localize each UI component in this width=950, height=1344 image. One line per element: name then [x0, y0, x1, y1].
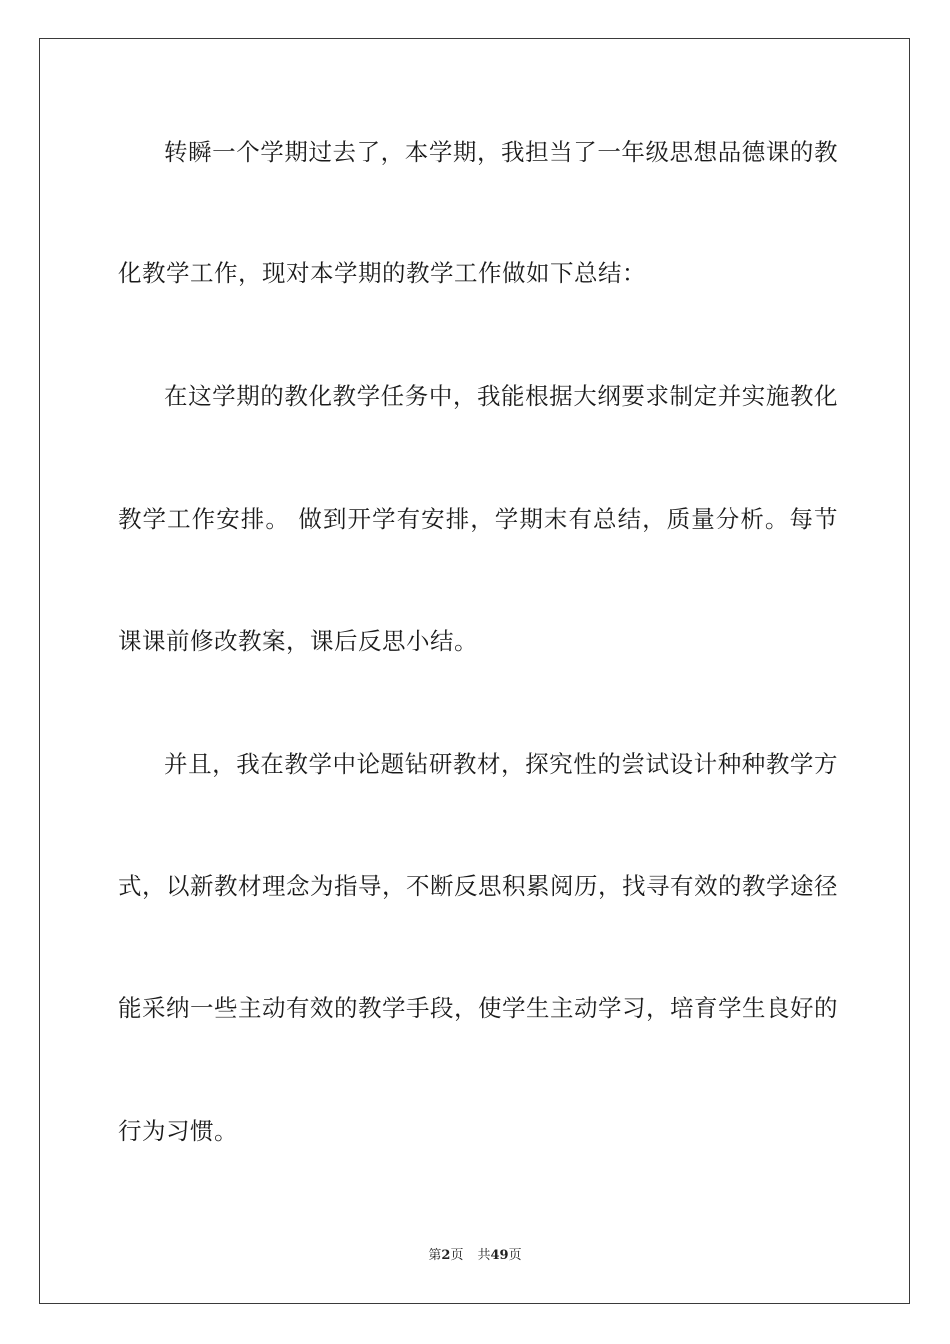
paragraph-3-line-3: 能采纳一些主动有效的教学手段，使学生主动学习，培育学生良好的: [118, 994, 838, 1022]
paragraph-1-line-1: 转瞬一个学期过去了，本学期，我担当了一年级思想品德课的教: [164, 138, 838, 166]
paragraph-1-line-2: 化教学工作，现对本学期的教学工作做如下总结：: [118, 259, 646, 287]
page-prefix: 第: [428, 1248, 442, 1263]
paragraph-3-line-4: 行为习惯。: [118, 1117, 238, 1145]
paragraph-2-line-3: 课课前修改教案，课后反思小结。: [118, 627, 478, 655]
paragraph-2-line-1: 在这学期的教化教学任务中，我能根据大纲要求制定并实施教化: [164, 382, 838, 410]
paragraph-3-line-2: 式，以新教材理念为指导，不断反思积累阅历，找寻有效的教学途径: [118, 872, 838, 900]
page-number: 2: [441, 1248, 451, 1263]
page-border: [39, 38, 910, 1304]
total-prefix: 共: [477, 1248, 491, 1263]
page-footer: [0, 1247, 950, 1265]
paragraph-2-line-2: 教学工作安排。 做到开学有安排，学期末有总结，质量分析。每节: [118, 505, 838, 533]
page-suffix: 页: [450, 1248, 464, 1263]
paragraph-3-line-1: 并且，我在教学中论题钻研教材，探究性的尝试设计种种教学方: [164, 750, 838, 778]
total-suffix: 页: [508, 1248, 522, 1263]
total-pages: 49: [490, 1248, 509, 1263]
